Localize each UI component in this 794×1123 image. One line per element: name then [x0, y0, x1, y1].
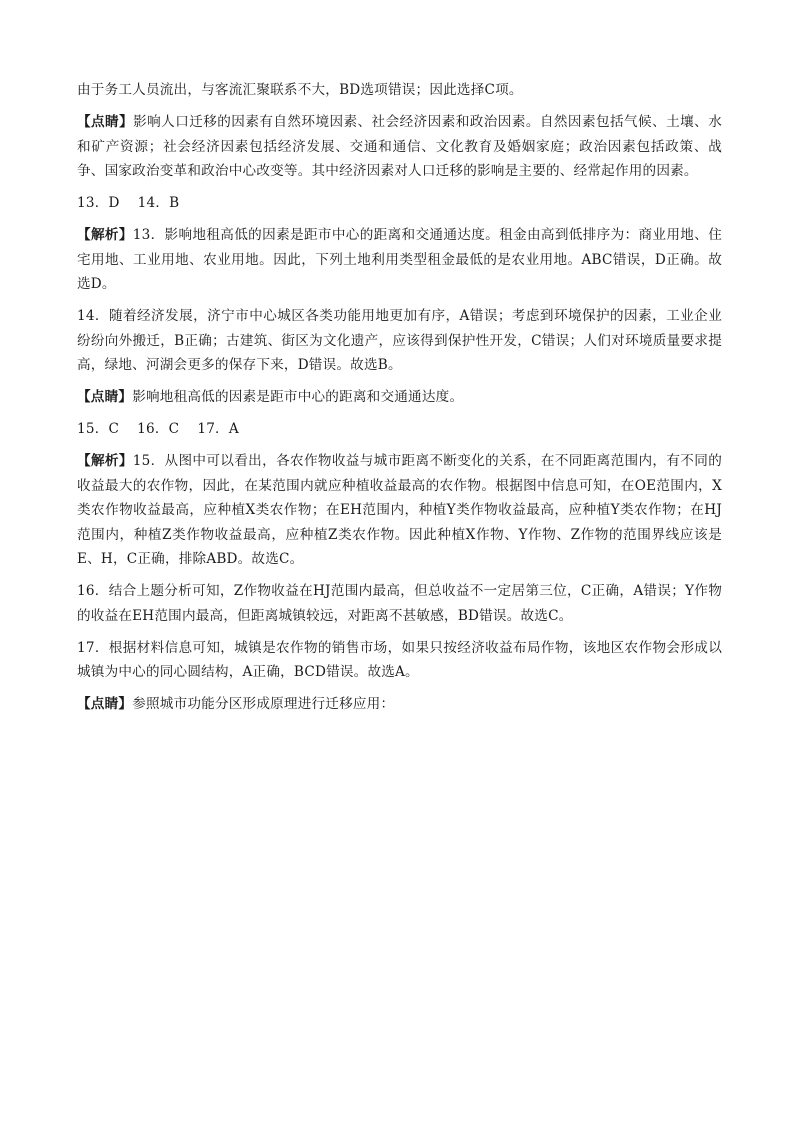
- paragraph-5: [77, 304, 722, 378]
- paragraph-11: [77, 692, 722, 717]
- answer-line-15-17: [77, 417, 722, 442]
- answer-line-13-14: [77, 191, 722, 216]
- paragraph-text: 16．结合上题分析可知，Z作物收益在HJ范围内最高，但总收益不一定居第三位，C正确，A错误；Y作物的收益在EH范围内最高，但距离城镇较远，对距离不甚敏感，BD错误。故选C。: [77, 583, 722, 624]
- paragraph-text: 13．D 14．B: [77, 195, 180, 211]
- paragraph-1: [77, 78, 722, 103]
- paragraph-text: 参照城市功能分区形成原理进行迁移应用：: [132, 696, 395, 712]
- paragraph-tag: 【点睛】: [77, 389, 133, 405]
- paragraph-9: [77, 579, 722, 628]
- paragraph-tag: 【解析】: [77, 227, 133, 243]
- paragraph-tag: 【点睛】: [77, 114, 134, 130]
- paragraph-text: 17．根据材料信息可知，城镇是农作物的销售市场，如果只按经济收益布局作物，该地区农作物会形成以城镇为中心的同心圆结构，A正确，BCD错误。故选A。: [77, 639, 722, 680]
- paragraph-text: 影响人口迁移的因素有自然环境因素、社会经济因素和政治因素。自然因素包括气候、土壤、水和矿产资源；社会经济因素包括经济发展、交通和通信、文化教育及婚姻家庭；政治因素包括政策、战争、国家政治变革和政治中心改变等。其中经济因素对人口迁移的影响是主要的、经常起作用的因素。: [77, 114, 722, 179]
- paragraph-text: 由于务工人员流出，与客流汇聚联系不大，BD选项错误；因此选择C项。: [77, 82, 523, 98]
- paragraph-text: 15．从图中可以看出，各农作物收益与城市距离不断变化的关系，在不同距离范围内，有不同的收益最大的农作物，因此，在某范围内就应种植收益最高的农作物。根据图中信息可知，在OE范围内，X类农作物收益最高，应种植X类农作物；在EH范围内，种植Y类作物收益最高，应种植Y类农作物；在HJ范围内，种植Z类作物收益最高，应种植Z类农作物。因此种植X作物、Y作物、Z作物的范围界线应该是E、H，C正确，排除ABD。故选C。: [77, 453, 722, 567]
- document-page: [77, 78, 722, 724]
- paragraph-10: [77, 636, 722, 685]
- paragraph-4: [77, 223, 722, 297]
- paragraph-6: [77, 385, 722, 410]
- paragraph-text: 14．随着经济发展，济宁市中心城区各类功能用地更加有序，A错误；考虑到环境保护的因素，工业企业纷纷向外搬迁，B正确；古建筑、街区为文化遗产，应该得到保护性开发，C错误；人们对环境质量要求提高，绿地、河湖会更多的保存下来，D错误。故选B。: [77, 308, 722, 373]
- paragraph-text: 13．影响地租高低的因素是距市中心的距离和交通通达度。租金由高到低排序为：商业用地、住宅用地、工业用地、农业用地。因此，下列土地利用类型租金最低的是农业用地。ABC错误，D正确。故选D。: [77, 227, 722, 292]
- paragraph-tag: 【解析】: [77, 453, 133, 469]
- paragraph-text: 15．C 16．C 17．A: [77, 421, 239, 437]
- paragraph-text: 影响地租高低的因素是距市中心的距离和交通通达度。: [132, 389, 464, 405]
- paragraph-8: [77, 449, 722, 572]
- paragraph-tag: 【点睛】: [77, 696, 133, 712]
- paragraph-2: [77, 110, 722, 184]
